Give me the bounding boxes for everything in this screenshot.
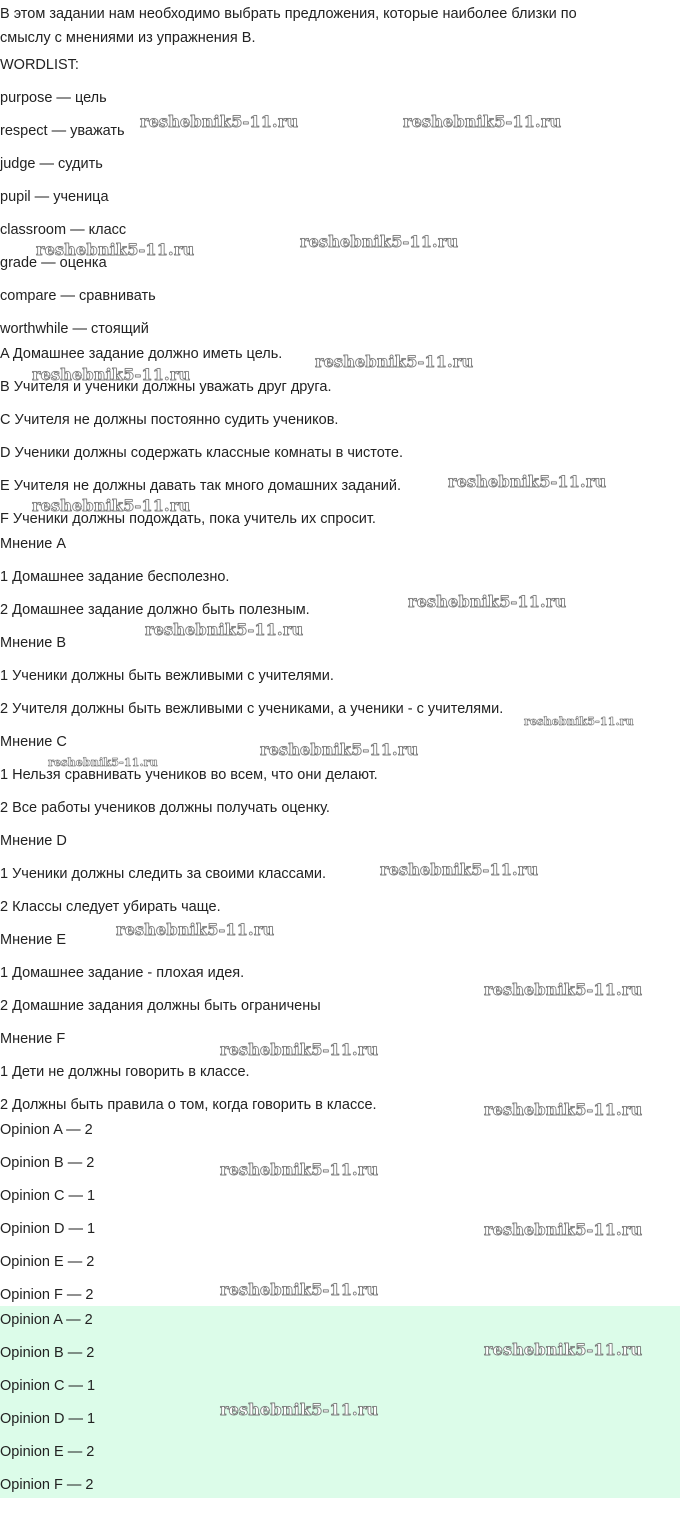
statement-a: A Домашнее задание должно иметь цель. — [0, 346, 283, 362]
opinion-b-option-2: 2 Учителя должны быть вежливыми с учениками, а ученики - с учителями. — [0, 701, 504, 717]
opinion-d-option-2: 2 Классы следует убирать чаще. — [0, 899, 221, 915]
wordlist-item: grade — оценка — [0, 255, 107, 271]
answer-highlight-line: Opinion E — 2 — [0, 1444, 95, 1460]
watermark: reshebnik5-11.ru — [524, 715, 634, 728]
answer-line: Opinion E — 2 — [0, 1254, 95, 1270]
statement-d: D Ученики должны содержать классные комнаты в чистоте. — [0, 445, 404, 461]
opinion-b-title: Мнение B — [0, 635, 67, 651]
intro-line-1: В этом задании нам необходимо выбрать предложения, которые наиболее близки по — [0, 6, 577, 22]
watermark: reshebnik5-11.ru — [140, 112, 299, 131]
watermark: reshebnik5-11.ru — [380, 860, 539, 879]
watermark: reshebnik5-11.ru — [484, 1100, 643, 1119]
watermark: reshebnik5-11.ru — [220, 1160, 379, 1179]
watermark: reshebnik5-11.ru — [36, 240, 195, 259]
watermark: reshebnik5-11.ru — [300, 232, 459, 251]
opinion-e-title: Мнение E — [0, 932, 67, 948]
watermark: reshebnik5-11.ru — [448, 472, 607, 491]
opinion-c-title: Мнение C — [0, 734, 67, 750]
opinion-f-option-2: 2 Должны быть правила о том, когда говорить в классе. — [0, 1097, 377, 1113]
wordlist-item: respect — уважать — [0, 123, 125, 139]
opinion-a-option-1: 1 Домашнее задание бесполезно. — [0, 569, 230, 585]
opinion-a-title: Мнение A — [0, 536, 67, 552]
opinion-e-option-2: 2 Домашние задания должны быть ограничены — [0, 998, 321, 1014]
opinion-b-option-1: 1 Ученики должны быть вежливыми с учителями. — [0, 668, 334, 684]
answer-line: Opinion C — 1 — [0, 1188, 96, 1204]
watermark: reshebnik5-11.ru — [220, 1280, 379, 1299]
watermark: reshebnik5-11.ru — [484, 980, 643, 999]
opinion-a-option-2: 2 Домашнее задание должно быть полезным. — [0, 602, 310, 618]
watermark: reshebnik5-11.ru — [116, 920, 275, 939]
answer-highlight-block — [0, 1306, 680, 1498]
wordlist-item: purpose — цель — [0, 90, 107, 106]
opinion-f-title: Мнение F — [0, 1031, 66, 1047]
watermark: reshebnik5-11.ru — [48, 756, 158, 769]
watermark: reshebnik5-11.ru — [260, 740, 419, 759]
opinion-f-option-1: 1 Дети не должны говорить в классе. — [0, 1064, 250, 1080]
opinion-c-option-1: 1 Нельзя сравнивать учеников во всем, что они делают. — [0, 767, 378, 783]
answer-highlight-line: Opinion D — 1 — [0, 1411, 96, 1427]
statement-b: B Учителя и ученики должны уважать друг друга. — [0, 379, 332, 395]
statement-f: F Ученики должны подождать, пока учитель их спросит. — [0, 511, 376, 527]
statement-e: E Учителя не должны давать так много домашних заданий. — [0, 478, 401, 494]
watermark: reshebnik5-11.ru — [220, 1400, 379, 1419]
answer-highlight-line: Opinion C — 1 — [0, 1378, 96, 1394]
wordlist-item: judge — судить — [0, 156, 103, 172]
answer-highlight-line: Opinion A — 2 — [0, 1312, 93, 1328]
answer-highlight-line: Opinion F — 2 — [0, 1477, 94, 1493]
watermark: reshebnik5-11.ru — [484, 1340, 643, 1359]
watermark: reshebnik5-11.ru — [484, 1220, 643, 1239]
opinion-c-option-2: 2 Все работы учеников должны получать оценку. — [0, 800, 330, 816]
watermark: reshebnik5-11.ru — [403, 112, 562, 131]
answer-line: Opinion F — 2 — [0, 1287, 94, 1303]
wordlist-item: compare — сравнивать — [0, 288, 156, 304]
watermark: reshebnik5-11.ru — [32, 365, 191, 384]
watermark: reshebnik5-11.ru — [315, 352, 474, 371]
watermark: reshebnik5-11.ru — [32, 496, 191, 515]
wordlist-item: worthwhile — стоящий — [0, 321, 149, 337]
opinion-e-option-1: 1 Домашнее задание - плохая идея. — [0, 965, 245, 981]
watermark: reshebnik5-11.ru — [408, 592, 567, 611]
answer-highlight-line: Opinion B — 2 — [0, 1345, 95, 1361]
statement-c: C Учителя не должны постоянно судить учеников. — [0, 412, 339, 428]
intro-line-2: смыслу с мнениями из упражнения B. — [0, 30, 256, 46]
answer-line: Opinion A — 2 — [0, 1122, 93, 1138]
wordlist-title: WORDLIST: — [0, 57, 79, 73]
watermark: reshebnik5-11.ru — [145, 620, 304, 639]
watermark: reshebnik5-11.ru — [220, 1040, 379, 1059]
wordlist-item: pupil — ученица — [0, 189, 109, 205]
opinion-d-option-1: 1 Ученики должны следить за своими классами. — [0, 866, 327, 882]
answer-line: Opinion D — 1 — [0, 1221, 96, 1237]
answer-line: Opinion B — 2 — [0, 1155, 95, 1171]
opinion-d-title: Мнение D — [0, 833, 67, 849]
wordlist-item: classroom — класс — [0, 222, 127, 238]
